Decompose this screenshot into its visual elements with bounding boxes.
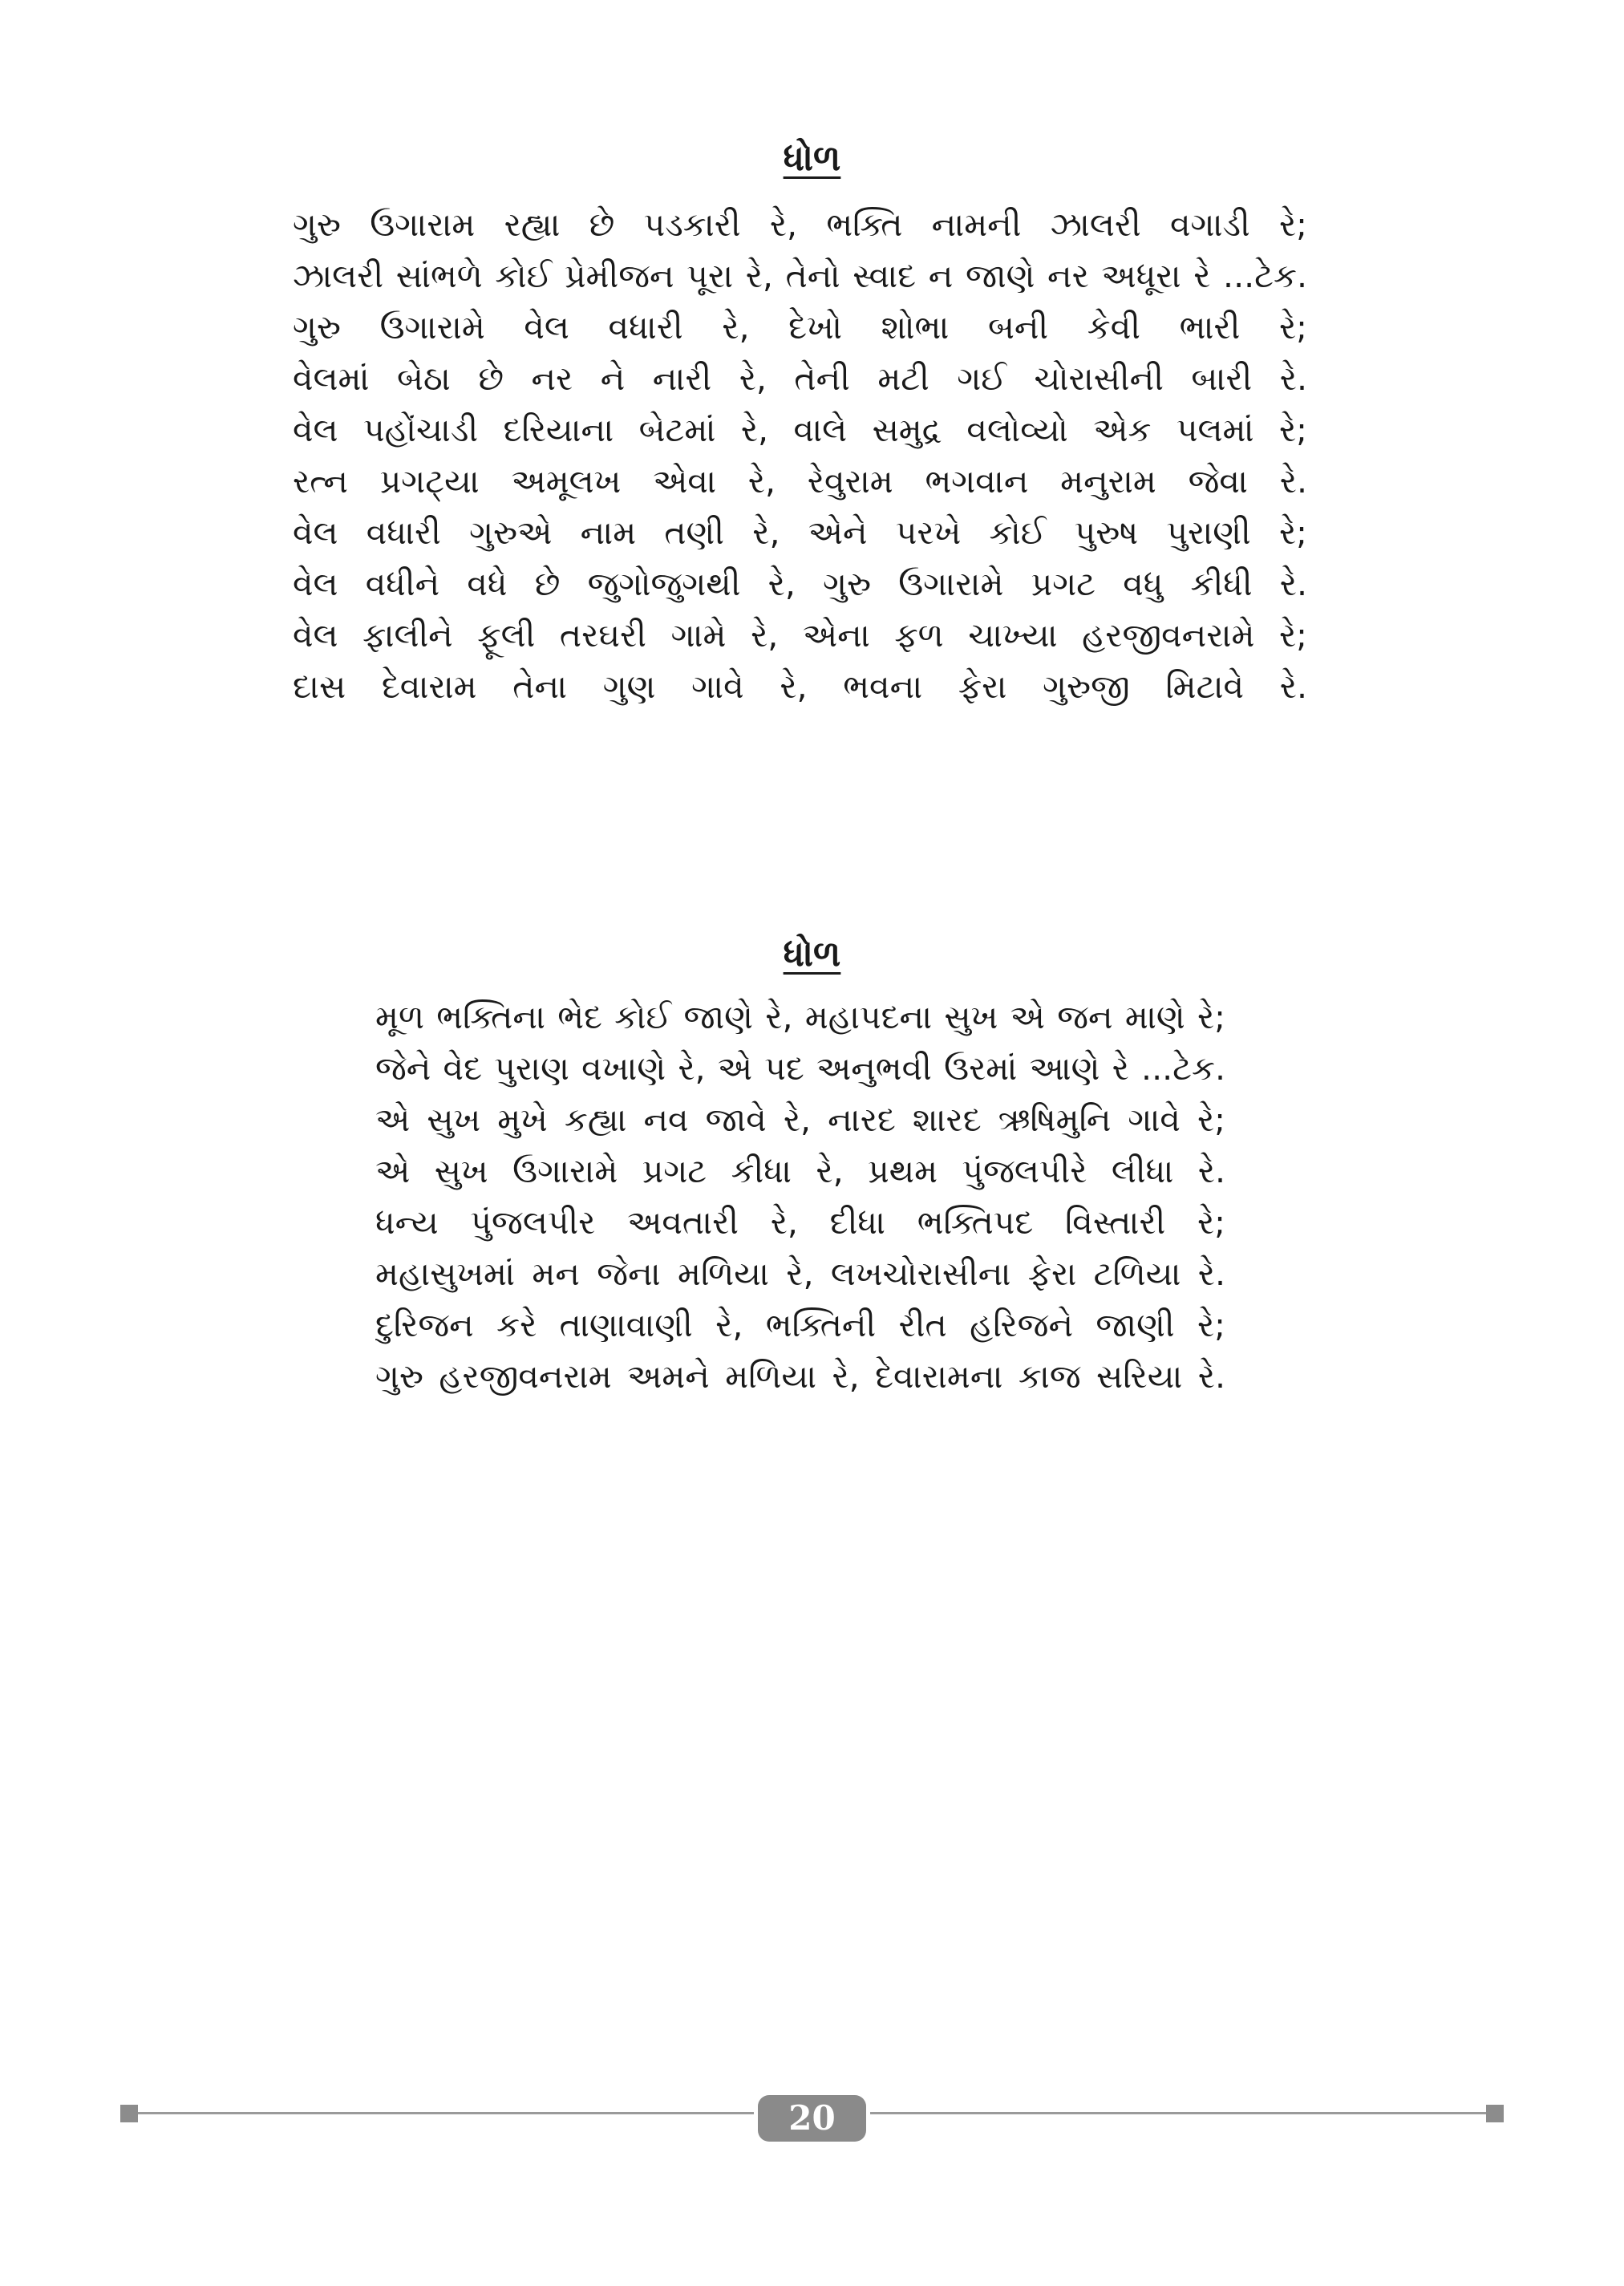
verse-line: દાસ દેવારામ તેના ગુણ ગાવે રે, ભવના ફેરા ગુરુજી મિટાવે રે. [293,667,1307,706]
verse-line: ગુરુ ઉગારામે વેલ વધારી રે, દેખો શોભા બની કેવી ભારી રે; [293,308,1307,347]
section-1-heading-text: ધોળ [783,138,841,179]
verse-line: મહાસુખમાં મન જેના મળિયા રે, લખચોરાસીના ફેરા ટળિયા રે. [375,1254,1225,1293]
verse-line: ઝાલરી સાંભળે કોઈ પ્રેમીજન પૂરા રે, તેનો સ્વાદ ન જાણે નર અધૂરા રે ...ટેક. [293,257,1307,295]
verse-line: ધન્ય પુંજલપીર અવતારી રે, દીધા ભક્તિપદ વિસ્તારી રે; [375,1203,1225,1242]
verse-line: એ સુખ મુખે કહ્યા નવ જાવે રે, નારદ શારદ ઋષિમુનિ ગાવે રે; [375,1100,1225,1139]
verse-line: જેને વેદ પુરાણ વખાણે રે, એ પદ અનુભવી ઉરમાં આણે રે ...ટેક. [375,1049,1225,1088]
verse-line: મૂળ ભક્તિના ભેદ કોઈ જાણે રે, મહાપદના સુખ એ જન માણે રે; [375,998,1225,1036]
section-1-verses [293,199,1307,712]
footer-rule-left-cap [120,2105,138,2122]
footer-rule-right-cap [1486,2105,1504,2122]
section-2-heading-text: ધોળ [783,934,841,975]
verse-line: રત્ન પ્રગટ્યા અમૂલખ એવા રે, રેવુરામ ભગવાન મનુરામ જેવા રે. [293,462,1307,501]
verse-line: દુરિજન કરે તાણાવાણી રે, ભક્તિની રીત હરિજને જાણી રે; [375,1306,1225,1344]
footer-rule-right [870,2110,1504,2115]
verse-line: વેલ ફાલીને ફૂલી તરઘરી ગામે રે, એના ફળ ચાખ્યા હરજીવનરામે રે; [293,616,1307,655]
verse-line: ગુરુ ઉગારામ રહ્યા છે પડકારી રે, ભક્તિ નામની ઝાલરી વગાડી રે; [293,205,1307,244]
section-2-verses [375,991,1225,1402]
footer-rule-left [120,2110,754,2115]
section-2-heading [0,930,1624,979]
verse-line: વેલ પહોંચાડી દરિયાના બેટમાં રે, વાલે સમુદ્ર વલોવ્યો એક પલમાં રે; [293,411,1307,449]
page-number: 20 [758,2095,866,2142]
verse-line: એ સુખ ઉગારામે પ્રગટ કીધા રે, પ્રથમ પુંજલપીરે લીધા રે. [375,1152,1225,1190]
verse-line: ગુરુ હરજીવનરામ અમને મળિયા રે, દેવારામના કાજ સરિયા રે. [375,1357,1225,1396]
verse-line: વેલ વધીને વધે છે જુગોજુગથી રે, ગુરુ ઉગારામે પ્રગટ વધુ કીધી રે. [293,565,1307,603]
verse-line: વેલ વધારી ગુરુએ નામ તણી રે, એને પરખે કોઈ પુરુષ પુરાણી રે; [293,513,1307,552]
section-1-heading [0,135,1624,183]
verse-line: વેલમાં બેઠા છે નર ને નારી રે, તેની મટી ગઈ ચોરાસીની બારી રે. [293,359,1307,398]
